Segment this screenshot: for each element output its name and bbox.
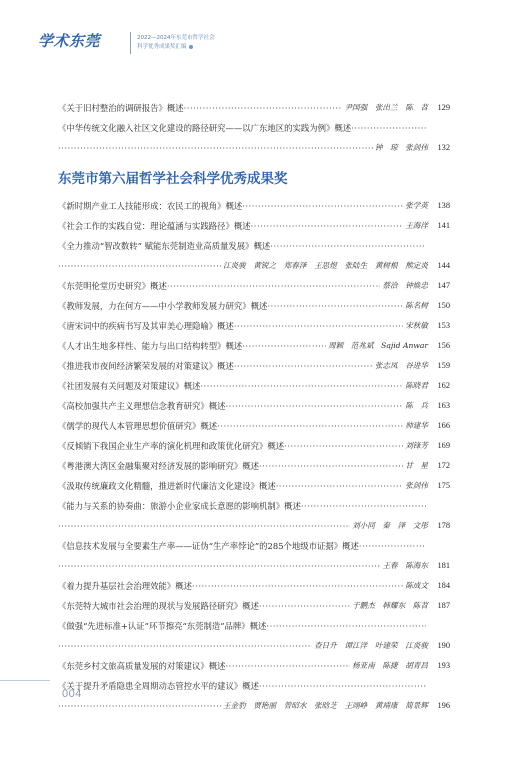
toc-entry-authors: 王金豹 贾艳丽 曾昭水 张晗芝 王翊峥 黄靖康 简景辉 — [222, 701, 428, 710]
toc-entry-page: 193 — [437, 661, 450, 670]
toc-entry-page: 141 — [437, 221, 450, 230]
toc-entry-page — [428, 236, 450, 256]
toc-entry[interactable] — [58, 376, 450, 396]
toc-entry-page: 196 — [437, 701, 450, 710]
leader-dots — [266, 616, 426, 636]
toc-entry[interactable] — [58, 336, 450, 356]
leader-dots — [58, 138, 373, 158]
toc-entry-page — [428, 536, 450, 556]
toc-entry[interactable] — [58, 656, 450, 676]
toc-entry-page: 166 — [437, 421, 450, 430]
toc-entry-page — [428, 676, 450, 696]
toc-entry[interactable] — [58, 356, 450, 376]
toc-entry-title: 《推进我市夜间经济繁荣发展的对策建议》概述 — [58, 361, 234, 371]
leader-dots — [259, 676, 426, 696]
leader-dots — [200, 376, 403, 396]
leader-dots — [217, 416, 403, 436]
toc-entry-title: 《东莞明伦堂历史研究》概述 — [58, 281, 167, 291]
toc-main-list — [58, 196, 450, 716]
leader-dots — [259, 456, 403, 476]
header-line-1: 2022—2024年东莞市哲学社会 — [137, 35, 215, 41]
toc-entry-authors: 江炎骏 黄锐之 郑春泽 王思煜 张陆生 黄树根 熊定炎 — [222, 261, 428, 270]
toc-entry-page: 178 — [437, 521, 450, 530]
toc-entry-title: 《全力推动“智改数转” 赋能东莞制造业高质量发展》概述 — [58, 241, 271, 251]
toc-entry-page: 156 — [437, 341, 450, 350]
toc-entry-title: 《汲取传统廉政文化精髓，推进新时代廉洁文化建设》概述 — [58, 481, 276, 491]
leader-dots — [184, 98, 343, 118]
toc-entry[interactable] — [58, 536, 450, 556]
leader-dots — [270, 236, 426, 256]
toc-entry-page: 169 — [437, 441, 450, 450]
toc-entry-title: 《高校加强共产主义理想信念教育研究》概述 — [58, 401, 226, 411]
toc-entry[interactable] — [58, 276, 450, 296]
toc-entry-title: 《着力提升基层社会治理效能》概述 — [58, 581, 192, 591]
toc-entry[interactable] — [58, 196, 450, 216]
toc-entry-page — [428, 616, 450, 636]
toc-entry-page: 184 — [437, 581, 450, 590]
toc-entry[interactable] — [58, 616, 450, 636]
toc-entry-authors: 王春 陈海东 — [382, 561, 428, 570]
toc-entry-page: 144 — [437, 261, 450, 270]
toc-entry-authors: 于鹏杰 韩耀东 陈苕 — [352, 601, 428, 610]
toc-entry-authors: 张志凤 谷进华 — [374, 361, 428, 370]
toc-entry-page: 162 — [437, 381, 450, 390]
leader-dots — [58, 516, 350, 536]
toc-entry-title: 《能力与关系的协奏曲：旅游小企业家成长意愿的影响机制》概述 — [58, 501, 301, 511]
section-title: 东莞市第六届哲学社会科学优秀成果奖 — [58, 171, 288, 187]
footer-divider — [0, 680, 50, 681]
toc-entry-authors: 陈成文 — [405, 581, 428, 590]
toc-entry-page: 163 — [437, 401, 450, 410]
leader-dots — [242, 196, 403, 216]
toc-entry-page: 172 — [437, 461, 450, 470]
toc-entry[interactable] — [58, 436, 450, 456]
toc-entry-title: 《信息技术发展与全要素生产率——证伪“生产率悖论”的285个地级市证据》概述 — [58, 541, 359, 551]
toc-top-list — [58, 98, 450, 158]
leader-dots — [234, 316, 403, 336]
leader-dots — [351, 118, 426, 138]
toc-entry[interactable] — [58, 456, 450, 476]
toc-entry[interactable] — [58, 216, 450, 236]
leader-dots — [58, 256, 221, 276]
leader-dots — [242, 336, 326, 356]
toc-entry-title: 《儒学的现代人本管理思想价值研究》概述 — [58, 421, 218, 431]
toc-entry-authors: 查日升 谭江洋 叶建荣 江炎骏 — [314, 641, 428, 650]
leader-dots — [226, 396, 404, 416]
toc-entry[interactable] — [58, 696, 450, 716]
toc-entry[interactable] — [58, 556, 450, 576]
leader-dots — [58, 696, 221, 716]
toc-entry-page: 129 — [437, 103, 450, 112]
toc-entry-page: 190 — [437, 641, 450, 650]
leader-dots — [284, 436, 403, 456]
toc-entry[interactable] — [58, 516, 450, 536]
toc-entry[interactable] — [58, 676, 450, 696]
toc-entry-authors: 陈晓君 — [405, 381, 428, 390]
leader-dots — [234, 356, 373, 376]
toc-entry-title: 《反倾销下我国企业生产率的演化机理和政策优化研究》概述 — [58, 441, 285, 451]
header-line-2-text: 科学优秀成果奖汇编 — [137, 44, 187, 50]
toc-entry-authors: 杨亚南 陈捷 胡青昌 — [352, 661, 428, 670]
toc-entry-title: 《关于提升矛盾隐患全周期动态管控水平的建议》概述 — [58, 681, 259, 691]
leader-dots — [167, 276, 381, 296]
toc-entry-title: 《新时期产业工人技能形成：农民工的视角》概述 — [58, 201, 243, 211]
toc-entry[interactable] — [58, 138, 450, 158]
table-of-contents — [58, 98, 450, 716]
toc-entry-title: 《社团发展有关问题及对策建议》概述 — [58, 381, 201, 391]
toc-entry-page: 147 — [437, 281, 450, 290]
toc-entry-authors: 张学英 — [405, 201, 428, 210]
header-line-2 — [137, 42, 193, 50]
toc-entry-page — [428, 118, 450, 138]
toc-entry-authors: 张剑伟 — [405, 481, 428, 490]
toc-entry-page: 132 — [437, 143, 450, 152]
toc-entry-authors: 王海洋 — [405, 221, 428, 230]
toc-entry[interactable] — [58, 296, 450, 316]
toc-entry[interactable] — [58, 496, 450, 516]
toc-entry[interactable] — [58, 396, 450, 416]
toc-entry[interactable] — [58, 476, 450, 496]
leader-dots — [301, 496, 426, 516]
toc-entry-title: 《粤港澳大湾区金融集聚对经济发展的影响研究》概述 — [58, 461, 259, 471]
toc-entry-page: 187 — [437, 601, 450, 610]
leader-dots — [192, 576, 403, 596]
toc-entry-title: 《东莞特大城市社会治理的现状与发展路径研究》概述 — [58, 601, 259, 611]
toc-entry-authors: 蔡洽 钟焕忠 — [382, 281, 428, 290]
toc-entry-authors: 尹国强 张出兰 陈 苕 — [344, 103, 428, 112]
toc-entry[interactable] — [58, 576, 450, 596]
dot-icon — [189, 45, 193, 49]
toc-entry-authors: 陈 兵 — [405, 401, 428, 410]
toc-entry[interactable] — [58, 636, 450, 656]
toc-entry-page: 159 — [437, 361, 450, 370]
toc-entry-title: 《社会工作的实践自觉：理论蕴涵与实践路径》概述 — [58, 221, 251, 231]
toc-entry[interactable] — [58, 596, 450, 616]
toc-entry-authors: 帅建华 — [405, 421, 428, 430]
toc-entry[interactable] — [58, 118, 450, 138]
toc-entry-title: 《教师发展，力在何方——中小学教师发展力研究》概述 — [58, 301, 268, 311]
toc-entry-authors: 甘 星 — [405, 461, 428, 470]
toc-entry-authors: 刘小同 秦 泽 文彤 — [352, 521, 428, 530]
toc-entry-page: 138 — [437, 201, 450, 210]
toc-entry-title: 《关于旧村整治的调研报告》概述 — [58, 103, 184, 113]
leader-dots — [359, 536, 426, 556]
leader-dots — [58, 636, 312, 656]
page-number: 004 — [62, 688, 82, 700]
toc-entry-page: 181 — [437, 561, 450, 570]
toc-entry-title: 《人才出生地多样性、能力与出口结构转型》概述 — [58, 341, 243, 351]
leader-dots — [267, 296, 403, 316]
toc-entry-authors: 周颖 范兆斌 Sajid Anwar — [328, 341, 428, 350]
toc-entry[interactable] — [58, 416, 450, 436]
leader-dots — [276, 476, 403, 496]
toc-entry-authors: 钟 琼 张剑伟 — [374, 143, 428, 152]
toc-entry-page: 150 — [437, 301, 450, 310]
toc-entry-title: 《做强“先进标准+认证”环节擦亮“东莞制造”品牌》概述 — [58, 621, 267, 631]
toc-entry-page — [428, 496, 450, 516]
leader-dots — [259, 596, 350, 616]
toc-entry-authors: 刘锋芳 — [405, 441, 428, 450]
leader-dots — [58, 556, 380, 576]
toc-entry-title: 《唐宋词中的疾病书写及其审美心理隐喻》概述 — [58, 321, 234, 331]
toc-entry-title: 《中华传统文化融入社区文化建设的路径研究——以广东地区的实践为例》概述 — [58, 123, 352, 133]
toc-entry[interactable] — [58, 236, 450, 256]
toc-entry-authors: 陈名树 — [405, 301, 428, 310]
header-divider — [130, 32, 131, 54]
toc-entry[interactable] — [58, 98, 450, 118]
toc-entry-page: 153 — [437, 321, 450, 330]
leader-dots — [226, 656, 351, 676]
toc-entry[interactable] — [58, 316, 450, 336]
logo: 学术东莞 — [38, 32, 101, 50]
toc-entry[interactable] — [58, 256, 450, 276]
toc-entry-page: 175 — [437, 481, 450, 490]
leader-dots — [251, 216, 404, 236]
toc-entry-authors: 宋秋敏 — [405, 321, 428, 330]
toc-entry-title: 《东莞乡村文旅高质量发展的对策建议》概述 — [58, 661, 226, 671]
